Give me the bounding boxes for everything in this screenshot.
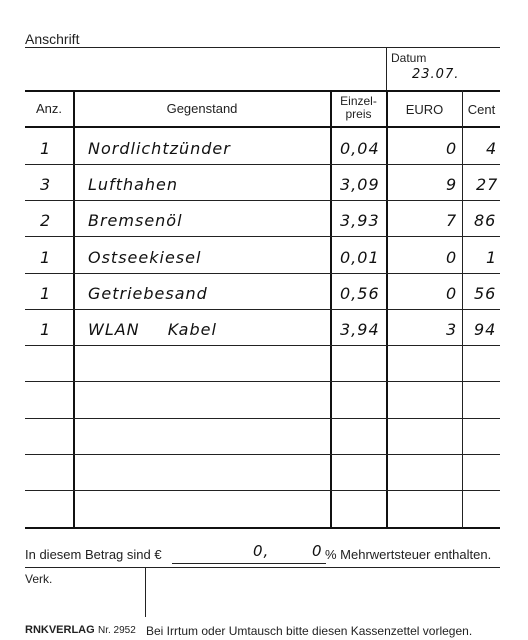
date-value: 23.07. [412, 67, 460, 82]
row-2-item: Lufthahen [88, 175, 179, 194]
row-6-item: WLAN Kabel [88, 320, 217, 339]
publisher-brand: RNKVERLAG [25, 624, 95, 636]
seller-top-line [25, 567, 500, 568]
column-header-item: Gegenstand [166, 101, 238, 116]
column-header-qty: Anz. [35, 101, 62, 116]
row-1-euro: 0 [446, 139, 458, 158]
column-header-euro: EURO [405, 102, 444, 117]
address-line [25, 47, 500, 48]
row-1-cent: 4 [486, 139, 498, 158]
seller-divider [145, 567, 146, 617]
tax-amount-line [172, 563, 326, 564]
row-line [25, 200, 500, 201]
address-label: Anschrift [25, 31, 80, 47]
row-4-cent: 1 [486, 248, 498, 267]
row-4-item: Ostseekiesel [88, 248, 202, 267]
column-header-cent: Cent [467, 102, 496, 117]
table-header-border [25, 126, 500, 128]
footer-notice: Bei Irrtum oder Umtausch bitte diesen Kassenzettel vorlegen. [146, 624, 473, 638]
row-4-qty: 1 [40, 248, 52, 267]
row-line [25, 236, 500, 237]
row-6-qty: 1 [40, 320, 52, 339]
row-1-unit-price: 0,04 [340, 139, 380, 158]
tax-amount: 0, [253, 542, 270, 560]
row-2-unit-price: 3,09 [340, 175, 380, 194]
row-line [25, 418, 500, 419]
row-line [25, 381, 500, 382]
row-line [25, 164, 500, 165]
row-4-euro: 0 [446, 248, 458, 267]
tax-rate: 0 [312, 542, 323, 560]
table-top-border [25, 90, 500, 92]
date-divider [386, 47, 387, 90]
row-line [25, 454, 500, 455]
row-3-qty: 2 [40, 211, 52, 230]
row-5-cent: 56 [474, 284, 497, 303]
tax-prefix: In diesem Betrag sind € [25, 547, 162, 562]
row-2-euro: 9 [446, 175, 458, 194]
row-5-qty: 1 [40, 284, 52, 303]
row-3-euro: 7 [446, 211, 458, 230]
table-bottom-border [25, 527, 500, 529]
row-6-euro: 3 [446, 320, 458, 339]
row-3-item: Bremsenöl [88, 211, 183, 230]
row-6-unit-price: 3,94 [340, 320, 380, 339]
tax-suffix: % Mehrwertsteuer enthalten. [325, 547, 492, 562]
row-5-unit-price: 0,56 [340, 284, 380, 303]
seller-label: Verk. [25, 572, 53, 586]
form-number: Nr. 2952 [98, 625, 136, 636]
row-4-unit-price: 0,01 [340, 248, 380, 267]
row-3-cent: 86 [474, 211, 497, 230]
row-3-unit-price: 3,93 [340, 211, 380, 230]
row-5-item: Getriebesand [88, 284, 208, 303]
row-2-cent: 27 [476, 175, 499, 194]
row-1-qty: 1 [40, 139, 52, 158]
column-header-unit-price: Einzel- preis [340, 94, 377, 121]
date-label: Datum [391, 51, 427, 65]
row-1-item: Nordlichtzünder [88, 139, 231, 158]
row-6-cent: 94 [474, 320, 497, 339]
row-line [25, 309, 500, 310]
row-2-qty: 3 [40, 175, 52, 194]
row-5-euro: 0 [446, 284, 458, 303]
row-line [25, 490, 500, 491]
row-line [25, 345, 500, 346]
row-line [25, 273, 500, 274]
